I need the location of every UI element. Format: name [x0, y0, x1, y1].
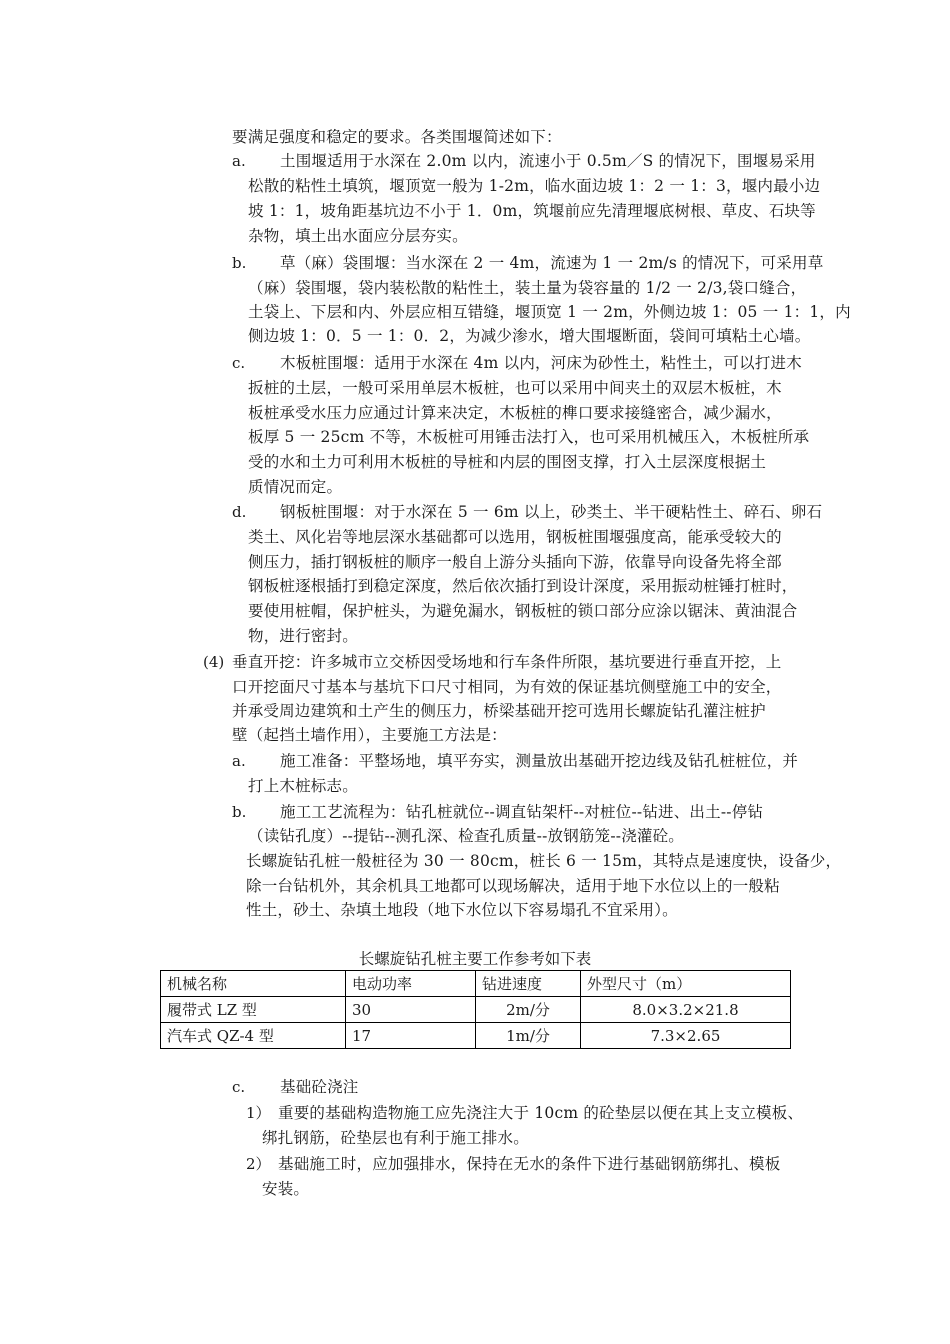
text-line: 绑扎钢筋，砼垫层也有利于施工排水。 — [262, 1129, 529, 1147]
text-line: 打上木桩标志。 — [248, 777, 358, 795]
text-line: 要使用桩帽，保护桩头，为避免漏水，钢板桩的锁口部分应涂以锯沫、黄油混合 — [248, 602, 798, 620]
table-cell: 8.0×3.2×21.8 — [581, 997, 791, 1023]
table-header-cell: 电动功率 — [346, 971, 476, 997]
table-cell: 1m/分 — [476, 1023, 581, 1049]
item-marker: d. — [232, 503, 247, 521]
text-line: 木板桩围堰：适用于水深在 4m 以内，河床为砂性土，粘性土，可以打进木 — [280, 354, 802, 372]
text-line: 壁（起挡土墙作用），主要施工方法是： — [232, 726, 507, 744]
text-line: 垂直开挖：许多城市立交桥因受场地和行车条件所限，基坑要进行垂直开挖，上 — [232, 653, 782, 671]
text-line: 物，进行密封。 — [248, 627, 358, 645]
text-line: 并承受周边建筑和土产生的侧压力，桥梁基础开挖可选用长螺旋钻孔灌注桩护 — [232, 702, 766, 720]
text-line: 侧压力，插打钢板桩的顺序一般自上游分头插向下游，依靠导向设备先将全部 — [248, 553, 782, 571]
item-marker: b. — [232, 803, 247, 821]
item-title: 基础砼浇注 — [280, 1078, 359, 1096]
text-line: 基础施工时，应加强排水，保持在无水的条件下进行基础钢筋绑扎、模板 — [278, 1155, 781, 1173]
point-marker: 1） — [246, 1104, 271, 1122]
text-line: 侧边坡 1：0．5 一 1：0．2，为减少渗水，增大围堰断面，袋间可填粘土心墙。 — [248, 327, 811, 345]
text-line: 受的水和土力可利用木板桩的导桩和内层的围囹支撑，打入土层深度根据土 — [248, 453, 767, 471]
item-marker: c. — [232, 354, 246, 372]
table-cell: 7.3×2.65 — [581, 1023, 791, 1049]
text-line: 口开挖面尺寸基本与基坑下口尺寸相同，为有效的保证基坑侧壁施工中的安全， — [232, 678, 782, 696]
table-caption: 长螺旋钻孔桩主要工作参考如下表 — [358, 950, 592, 968]
text-line: 土袋上、下层和内、外层应相互错缝，堰顶宽 1 一 2m，外侧边坡 1：05 一 1：1，内 — [248, 303, 851, 321]
table-header-cell: 外型尺寸（m） — [581, 971, 791, 997]
table-row — [161, 1023, 791, 1049]
text-line: 板桩承受水压力应通过计算来决定，木板桩的榫口要求接缝密合，减少漏水， — [248, 404, 782, 422]
text-line: 扳桩的土层，一般可采用单层木板桩，也可以采用中间夹土的双层木板桩，木 — [248, 379, 782, 397]
item-marker: c. — [232, 1078, 246, 1096]
table-header-cell: 机械名称 — [161, 971, 346, 997]
text-line: （麻）袋围堰，袋内装松散的粘性土，装土量为袋容量的 1/2 一 2/3,袋口缝合， — [248, 279, 807, 297]
text-line: 除一台钻机外，其余机具工地都可以现场解决，适用于地下水位以上的一般粘 — [246, 877, 780, 895]
text-line: 安装。 — [262, 1180, 310, 1198]
text-line: 施工工艺流程为：钻孔桩就位--调直钻架杆--对桩位--钻进、出土--停钻 — [280, 803, 764, 821]
table-cell: 2m/分 — [476, 997, 581, 1023]
item-marker: a. — [232, 752, 246, 770]
text-line: 长螺旋钻孔桩一般桩径为 30 一 80cm，桩长 6 一 15m，其特点是速度快，设备少， — [246, 852, 842, 870]
table-row — [161, 997, 791, 1023]
table-cell: 30 — [346, 997, 476, 1023]
table-cell: 17 — [346, 1023, 476, 1049]
text-line: 钢板桩逐根插打到稳定深度，然后依次插打到设计深度，采用振动桩锤打桩时， — [248, 577, 798, 595]
item-marker: a. — [232, 152, 246, 170]
text-line: 草（麻）袋围堰：当水深在 2 一 4m，流速为 1 一 2m/s 的情况下，可采用草 — [280, 254, 824, 272]
text-line: 钢板桩围堰：对于水深在 5 一 6m 以上，砂类土、半干硬粘性土、碎石、卵石 — [280, 503, 823, 521]
text-line: 松散的粘性土填筑，堰顶宽一般为 1-2m，临水面边坡 1：2 一 1：3，堰内最小边 — [248, 177, 821, 195]
text-line: 坡 1：1，坡角距基坑边不小于 1．0m，筑堰前应先清理堰底树根、草皮、石块等 — [248, 202, 816, 220]
text-line: （读钻孔度）--提钻--测孔深、检查孔质量--放钢筋笼--浇灌砼。 — [248, 827, 685, 845]
table-cell: 汽车式 QZ-4 型 — [161, 1023, 346, 1049]
text-line: 板厚 5 一 25cm 不等，木板桩可用锤击法打入，也可采用机械压入，木板桩所承 — [248, 428, 810, 446]
text-line: 类土、风化岩等地层深水基础都可以选用，钢板桩围堰强度高，能承受较大的 — [248, 528, 782, 546]
text-line: 施工准备：平整场地，填平夯实，测量放出基础开挖边线及钻孔桩桩位，并 — [280, 752, 799, 770]
text-line: 土围堰适用于水深在 2.0m 以内，流速小于 0.5m／S 的情况下，围堰易采用 — [280, 152, 816, 170]
text-line: 重要的基础构造物施工应先浇注大于 10cm 的砼垫层以便在其上支立模板、 — [278, 1104, 804, 1122]
table-header-cell: 钻进速度 — [476, 971, 581, 997]
point-marker: 2） — [246, 1155, 271, 1173]
equipment-table — [160, 970, 791, 1049]
section-marker: (4) — [203, 653, 225, 671]
text-line: 质情况而定。 — [248, 478, 343, 496]
item-marker: b. — [232, 254, 247, 272]
intro-line: 要满足强度和稳定的要求。各类围堰简述如下： — [232, 128, 562, 146]
table-cell: 履带式 LZ 型 — [161, 997, 346, 1023]
table-header-row — [161, 971, 791, 997]
text-line: 杂物，填土出水面应分层夯实。 — [248, 227, 468, 245]
text-line: 性土，砂土、杂填土地段（地下水位以下容易塌孔不宜采用）。 — [246, 901, 678, 919]
